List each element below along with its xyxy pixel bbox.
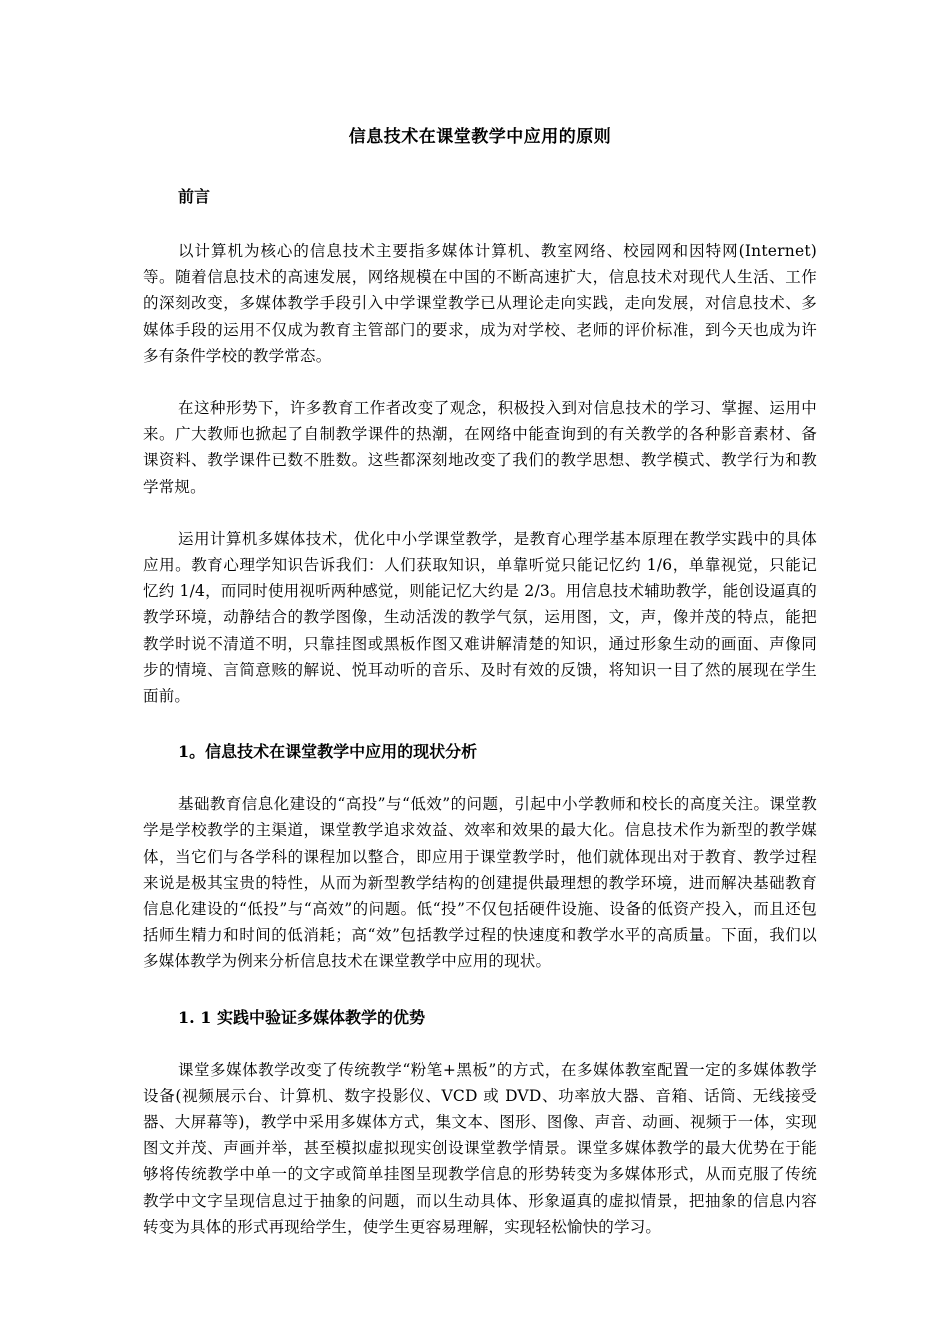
section-1-1-paragraph: 课堂多媒体教学改变了传统教学“粉笔+黑板”的方式，在多媒体教室配置一定的多媒体教学设备(视频展示台、计算机、数字投影仪、VCD 或 DVD、功率放大器、音箱、话筒、无线接受器、大屏幕等)，教学中采用多媒体方式，集文本、图形、图像、声音、动画、视频于一体，实现图文并茂、声画并举，甚至模拟虚拟现实创设课堂教学情景。课堂多媒体教学的最大优势在于能够将传统教学中单一的文字或简单挂图呈现教学信息的形势转变为多媒体形式，从而克服了传统教学中文字呈现信息过于抽象的问题，而以生动具体、形象逼真的虚拟情景，把抽象的信息内容转变为具体的形式再现给学生，使学生更容易理解，实现轻松愉快的学习。 [143,1060,817,1236]
document-body [143,112,817,1240]
section-1-1-heading: 1. 1 实践中验证多媒体教学的优势 [178,1007,425,1027]
document-title: 信息技术在课堂教学中应用的原则 [348,127,612,147]
section-1-paragraph: 基础教育信息化建设的“高投”与“低效”的问题，引起中小学教师和校长的高度关注。课堂教学是学校教学的主渠道，课堂教学追求效益、效率和效果的最大化。信息技术作为新型的教学媒体，当它们与各学科的课程加以整合，即应用于课堂教学时，他们就体现出对于教育、教学过程来说是极其宝贵的特性，从而为新型教学结构的创建提供最理想的教学环境，进而解决基础教育信息化建设的“低投”与“高效”的问题。低“投”不仅包括硬件设施、设备的低资产投入，而且还包括师生精力和时间的低消耗；高“效”包括教学过程的快速度和教学水平的高质量。下面，我们以多媒体教学为例来分析信息技术在课堂教学中应用的现状。 [143,795,817,971]
section-1-heading: 1。信息技术在课堂教学中应用的现状分析 [178,742,478,762]
intro-paragraph: 以计算机为核心的信息技术主要指多媒体计算机、教室网络、校园网和因特网(Internet)等。随着信息技术的高速发展，网络规模在中国的不断高速扩大，信息技术对现代人生活、工作的深刻改变，多媒体教学手段引入中学课堂教学已从理论走向实践，走向发展，对信息技术、多媒体手段的运用不仅成为教育主管部门的要求，成为对学校、老师的评价标准，到今天也成为许多有条件学校的教学常态。 [143,242,817,365]
intro-heading: 前言 [178,187,211,206]
intro-paragraph: 在这种形势下，许多教育工作者改变了观念，积极投入到对信息技术的学习、掌握、运用中来。广大教师也掀起了自制教学课件的热潮，在网络中能查询到的有关教学的各种影音素材、备课资料、教学课件已数不胜数。这些都深刻地改变了我们的教学思想、教学模式、教学行为和教学常规。 [143,399,817,496]
intro-paragraph: 运用计算机多媒体技术，优化中小学课堂教学，是教育心理学基本原理在教学实践中的具体应用。教育心理学知识告诉我们：人们获取知识，单靠听觉只能记忆约 1/6，单靠视觉，只能记忆约 1/4，而同时使用视听两种感觉，则能记忆大约是 2/3。用信息技术辅助教学，能创设逼真的教学环境，动静结合的教学图像，生动活泼的教学气氛，运用图，文，声，像并茂的特点，能把教学时说不清道不明，只靠挂图或黑板作图又难讲解清楚的知识，通过形象生动的画面、声像同步的情境、言简意赅的解说、悦耳动听的音乐、及时有效的反馈，将知识一目了然的展现在学生面前。 [143,529,817,706]
